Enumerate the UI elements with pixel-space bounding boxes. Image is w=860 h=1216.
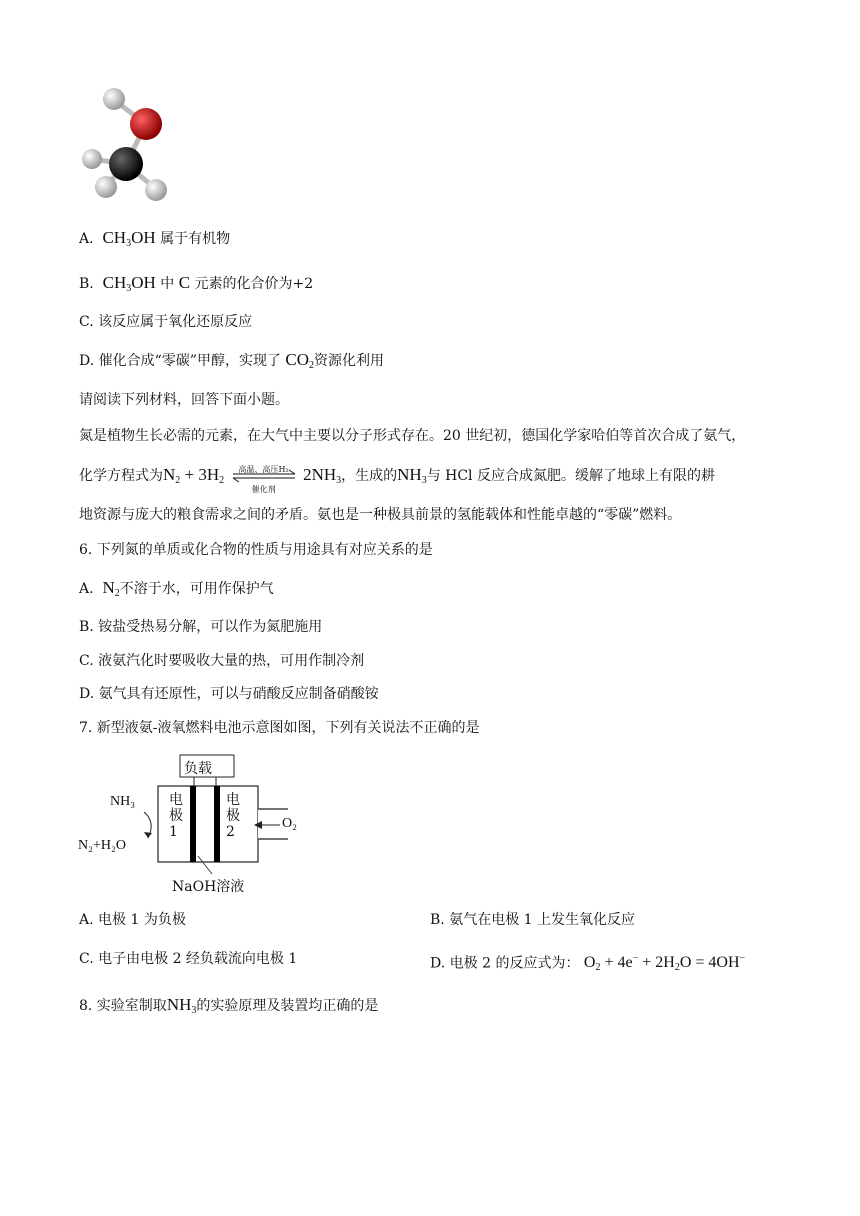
electrode-2-label: 电极2 [226, 792, 240, 840]
q7-option-d: D. 电极 2 的反应式为： $O_2 + 4e^- + 2H_2O = 4OH^-$ [430, 953, 746, 974]
material-paragraph-2: 化学方程式为$N_2 + 3H_2$ 高温、高压H₂ 催化剂 $2NH_3$，生成的$NH_3$与 HCl 反应合成氮肥。缓解了地球上有限的耕 [79, 465, 715, 494]
o2-label: O₂ [282, 816, 297, 831]
q6-option-c: C. 液氨汽化时要吸收大量的热，可用作制冷剂 [79, 653, 365, 669]
q7-stem: 7. 新型液氨-液氧燃料电池示意图如图，下列有关说法不正确的是 [79, 720, 480, 736]
q5-option-d: D. 催化合成“零碳”甲醇，实现了 $CO_2$资源化利用 [79, 350, 385, 371]
electrolyte-label: NaOH溶液 [172, 879, 245, 895]
q6-option-a: A. $N_2$不溶于水，可用作保护气 [79, 578, 274, 599]
q7-option-b: B. 氨气在电极 1 上发生氧化反应 [430, 912, 636, 928]
electrode-1-label: 电极1 [169, 792, 183, 840]
ch3oh-formula: $CH_3OH$ [102, 228, 156, 249]
q6-option-d: D. 氨气具有还原性，可以与硝酸反应制备硝酸铵 [79, 686, 379, 702]
material-intro: 请阅读下列材料，回答下面小题。 [79, 392, 289, 408]
q5-option-c: C. 该反应属于氧化还原反应 [79, 314, 253, 330]
q8-stem: 8. 实验室制取$NH_3$的实验原理及装置均正确的是 [79, 995, 379, 1016]
material-paragraph-1: 氮是植物生长必需的元素，在大气中主要以分子形式存在。20 世纪初，德国化学家哈伯等首次合成了氨气， [79, 428, 746, 444]
q6-stem: 6. 下列氮的单质或化合物的性质与用途具有对应关系的是 [79, 542, 433, 558]
reversible-arrow: 高温、高压H₂ 催化剂 [231, 466, 297, 486]
fuel-cell-diagram [76, 752, 306, 900]
products-label: N₂+H₂O [78, 838, 126, 853]
q7-option-a: A. 电极 1 为负极 [79, 912, 186, 928]
material-paragraph-3: 地资源与庞大的粮食需求之间的矛盾。氨也是一种极具前景的氢能载体和性能卓越的“零碳”燃料。 [79, 507, 682, 523]
q5-option-b: B. $CH_3OH$ 中 C 元素的化合价为+2 [79, 273, 314, 294]
nh3-label: NH₃ [110, 794, 136, 809]
q6-option-b: B. 铵盐受热易分解，可以作为氮肥施用 [79, 619, 323, 635]
q5-option-a: A. $CH_3OH$ 属于有机物 [79, 228, 231, 249]
load-label: 负载 [184, 761, 212, 777]
methanol-molecule-model [76, 84, 172, 206]
q7-option-c: C. 电子由电极 2 经负载流向电极 1 [79, 951, 298, 967]
